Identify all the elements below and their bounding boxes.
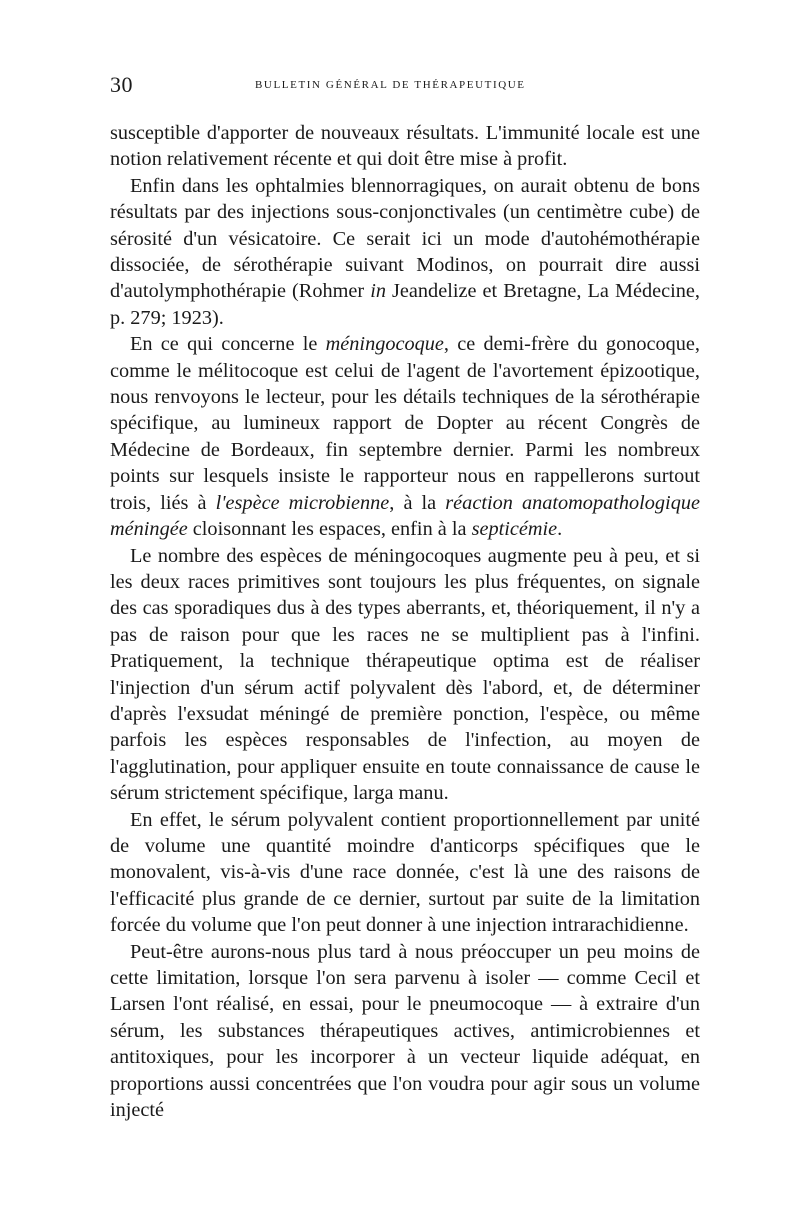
paragraph-1 xyxy=(110,120,700,173)
paragraph-5 xyxy=(110,807,700,939)
text-run: , ce demi-frère du gonocoque, comme le mélitocoque est celui de l'agent de l'avortement épizootique, nous renvoyons le lecteur, pour les détails techniques de la sérothérapie spécifique, au lumineux rapport de Dopter au récent Congrès de Médecine de Bordeaux, fin septembre dernier. Parmi les nombreux points sur lesquels insiste le rapporteur nous en rappellerons surtout trois, liés à xyxy=(110,333,700,514)
text-run: Peut-être aurons-nous plus tard à nous préoccuper un peu moins de cette limitation, lorsque l'on sera parvenu à isoler — comme Cecil et Larsen l'ont réalisé, en essai, pour le pneumocoque — à extraire d'un sérum, les substances thérapeutiques actives, antimicrobiennes et antitoxiques, pour les incorporer à un vecteur liquide adéquat, en proportions aussi concentrées que l'on voudra pour agir sous un volume injecté xyxy=(110,940,700,1122)
text-run: Enfin dans les ophtalmies blennorragiques, on aurait obtenu de bons résultats par des injections sous-conjonctivales (un centimètre cube) de sérosité d'un vésicatoire. Ce serait ici un mode d'autohémothérapie dissociée, de sérothérapie suivant Modinos, on pourrait dire aussi d'autolymphothérapie (Rohmer xyxy=(110,174,700,303)
body-text xyxy=(110,120,700,1123)
italic-run: l'espèce microbienne xyxy=(215,491,390,514)
text-run: . xyxy=(557,518,563,541)
text-run: Le nombre des espèces de méningocoques augmente peu à peu, et si les deux races primitives sont toujours les plus fréquentes, on signale des cas sporadiques dus à des types aberrants, et, théoriquement, il n'y a pas de raison pour que les races ne se multiplient pas à l'infini. Pratiquement, la technique thérapeutique optima est de réaliser l'injection d'un sérum actif polyvalent dès l'abord, et, de déterminer d'après l'exsudat méningé de première ponction, l'espèce, ou même parfois les espèces responsables de l'infection, au moyen de l'agglutination, pour appliquer ensuite en toute connaissance de cause le sérum strictement spécifique, larga manu. xyxy=(110,544,700,805)
journal-title: BULLETIN GÉNÉRAL DE THÉRAPEUTIQUE xyxy=(255,79,526,91)
text-run: susceptible d'apporter de nouveaux résultats. L'immunité locale est une notion relativement récente et qui doit être mise à profit. xyxy=(110,122,700,171)
paragraph-4 xyxy=(110,543,700,807)
page-number: 30 xyxy=(110,72,133,97)
book-page xyxy=(110,0,700,1227)
italic-run: réaction anatomopathologique méningée xyxy=(110,491,700,541)
italic-run: septicémie xyxy=(471,518,558,541)
text-run: Jeandelize et Bretagne, La Médecine, p. 279; 1923). xyxy=(110,280,700,329)
text-run: En effet, le sérum polyvalent contient proportionnellement par unité de volume une quantité moindre d'anticorps spécifiques que le monovalent, vis-à-vis d'une race donnée, c'est là une des raisons de l'efficacité plus grande de ce dernier, surtout par suite de la limitation forcée du volume que l'on peut donner à une injection intrarachidienne. xyxy=(110,808,700,937)
paragraph-2 xyxy=(110,173,700,331)
italic-run: méningocoque xyxy=(325,333,444,356)
text-run: , à la xyxy=(389,491,446,514)
running-head xyxy=(110,72,700,102)
text-run: En ce qui concerne le xyxy=(130,333,326,356)
italic-run: in xyxy=(370,280,386,303)
text-run: cloisonnant les espaces, enfin à la xyxy=(187,518,472,541)
paragraph-3 xyxy=(110,331,700,542)
paragraph-6 xyxy=(110,939,700,1124)
